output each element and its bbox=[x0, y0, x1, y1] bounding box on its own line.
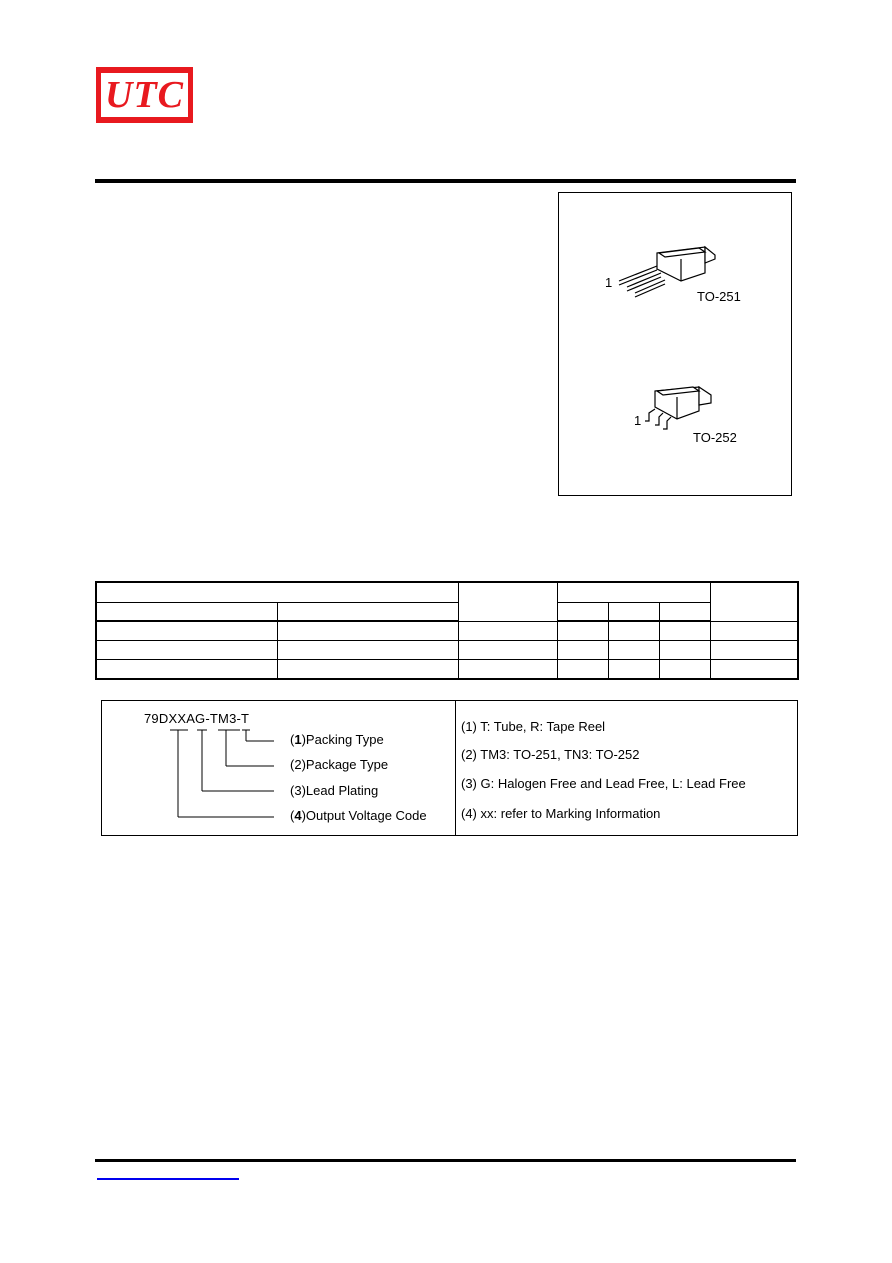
table-cell bbox=[277, 641, 458, 660]
utc-logo bbox=[96, 67, 193, 123]
to-251-pin-label: 1 bbox=[605, 275, 613, 290]
header-rule bbox=[95, 179, 796, 183]
package-box bbox=[558, 192, 792, 496]
ordering-code-box bbox=[101, 700, 798, 836]
callout-lead-plating: (3)Lead Plating bbox=[290, 783, 379, 798]
explanation-package bbox=[461, 747, 639, 762]
explanation-text: xx: refer to Marking Information bbox=[480, 806, 661, 821]
footer-rule bbox=[95, 1159, 796, 1162]
table-cell bbox=[659, 621, 710, 641]
table-cell bbox=[608, 641, 659, 660]
to-251-label: TO-251 bbox=[697, 289, 741, 304]
table-header-row bbox=[96, 582, 798, 603]
explanation-text: G: Halogen Free and Lead Free, L: Lead Free bbox=[480, 776, 746, 791]
table-row bbox=[96, 660, 798, 680]
table-cell bbox=[710, 582, 798, 621]
footer-link[interactable] bbox=[97, 1178, 239, 1180]
to-252-label: TO-252 bbox=[693, 430, 737, 445]
logo-frame bbox=[101, 72, 188, 118]
table-cell bbox=[458, 641, 557, 660]
table-cell bbox=[458, 582, 557, 621]
table-cell bbox=[458, 621, 557, 641]
table-subheader-row bbox=[96, 603, 798, 622]
callout-packing-type: (1)Packing Type bbox=[290, 732, 384, 747]
table-cell bbox=[277, 603, 458, 622]
explanation-packing bbox=[461, 719, 605, 734]
ordering-table bbox=[95, 581, 799, 680]
table-row bbox=[96, 641, 798, 660]
table-cell bbox=[659, 603, 710, 622]
table-cell bbox=[277, 621, 458, 641]
table-cell bbox=[608, 660, 659, 680]
part-number-code: 79DXXAG-TM3-T bbox=[144, 711, 250, 726]
table-cell bbox=[710, 641, 798, 660]
table-cell bbox=[608, 621, 659, 641]
table-cell bbox=[557, 641, 608, 660]
table-cell bbox=[277, 660, 458, 680]
table-cell bbox=[557, 660, 608, 680]
explanation-number: (4) bbox=[461, 806, 477, 821]
callout-number: 1 bbox=[294, 732, 302, 747]
table-cell bbox=[557, 603, 608, 622]
table-cell bbox=[608, 603, 659, 622]
table-cell bbox=[710, 660, 798, 680]
callout-text: Package Type bbox=[305, 757, 389, 772]
table-cell bbox=[458, 660, 557, 680]
callout-text: Packing Type bbox=[305, 732, 384, 747]
table-cell bbox=[96, 641, 277, 660]
code-box-divider bbox=[455, 701, 456, 835]
callout-text: Lead Plating bbox=[305, 783, 379, 798]
explanation-number: (1) bbox=[461, 719, 477, 734]
table-cell bbox=[557, 582, 710, 603]
table-row bbox=[96, 621, 798, 641]
explanation-text: T: Tube, R: Tape Reel bbox=[480, 719, 606, 734]
callout-number: 3 bbox=[294, 783, 302, 798]
explanation-text: TM3: TO-251, TN3: TO-252 bbox=[480, 747, 640, 762]
callout-output-voltage-code: (4)Output Voltage Code bbox=[290, 808, 427, 823]
explanation-number: (3) bbox=[461, 776, 477, 791]
package-drawings bbox=[559, 193, 793, 497]
table-cell bbox=[557, 621, 608, 641]
explanation-lead-plating bbox=[461, 776, 746, 791]
table-cell bbox=[710, 621, 798, 641]
table-cell bbox=[96, 621, 277, 641]
logo-text: UTC bbox=[105, 74, 184, 116]
table-cell bbox=[659, 660, 710, 680]
table-cell bbox=[96, 660, 277, 680]
callout-text: Output Voltage Code bbox=[305, 808, 427, 823]
table-cell bbox=[96, 603, 277, 622]
table-cell bbox=[659, 641, 710, 660]
to-252-icon bbox=[645, 387, 711, 429]
callout-package-type: (2)Package Type bbox=[290, 757, 389, 772]
callout-number: 2 bbox=[294, 757, 302, 772]
table-cell bbox=[96, 582, 458, 603]
callout-number: 4 bbox=[294, 808, 302, 823]
explanation-voltage-code bbox=[461, 806, 660, 821]
explanation-number: (2) bbox=[461, 747, 477, 762]
to-252-pin-label: 1 bbox=[634, 413, 642, 428]
